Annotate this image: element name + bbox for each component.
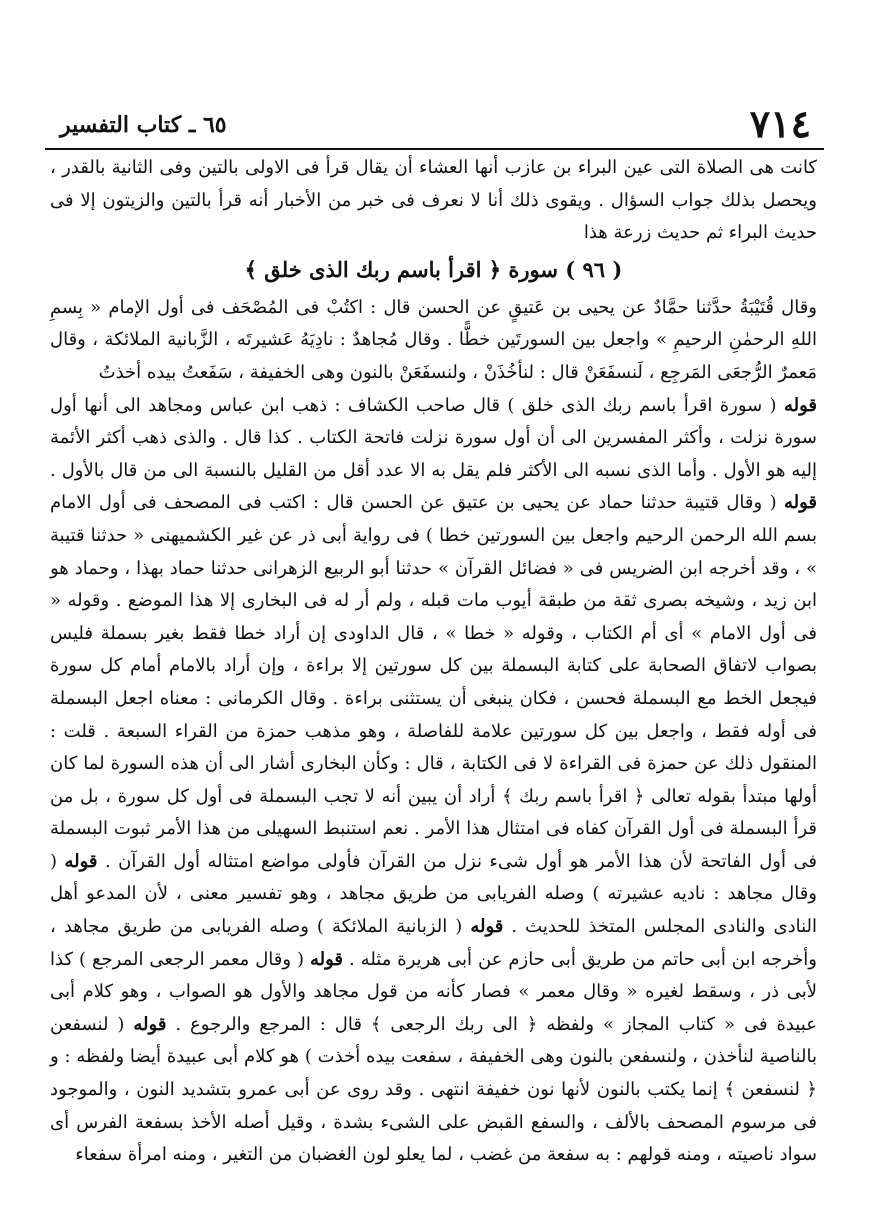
page-body (50, 152, 817, 1172)
commentary-text: ( الزبانية الملائكة ) وصله الفريابى من طريق مجاهد ، وأخرجه ابن أبى حاتم من طريق أبى حازم عن أبى هريرة مثله . (50, 916, 817, 970)
running-title: ٦٥ ـ كتاب التفسير (60, 112, 227, 138)
commentary-keyword: قوله (133, 1013, 167, 1035)
header-rule (45, 148, 824, 150)
commentary-text: ( وقال مجاهد : ناديه عشيرته ) وصله الفريابى من طريق مجاهد ، وهو تفسير معنى ، لأن المدعو أهل النادى والنادى المجلس المتخذ للحديث . (50, 850, 817, 938)
matn-paragraph: وقال قُتَيْبَةُ حدَّثنا حمَّادٌ عن يحيى بن عَتيقٍ عن الحسن قال : اكتُبْ فى المُصْحَف فى أول الإمام « بِسمِ اللهِ الرحمٰنِ الرحيمِ » واجعل بين السورتَين خطًّا . وقال مُجاهدٌ : نادِيَهُ عَشيرتَه ، الزَّبانية الملائكة ، وقال مَعمرٌ الرُّجعَى المَرجِع ، لَنسفَعَنْ قال : لنأخُذَنْ ، ولنسفَعَنْ بالنون وهى الخفيفة ، سَفَعتُ بيده أخذتُ (50, 296, 817, 383)
intro-paragraph: كانت هى الصلاة التى عين البراء بن عازب أنها العشاء أن يقال قرأ فى الاولى بالتين وفى الثانية بالقدر ، ويحصل بذلك جواب السؤال . ويقوى ذلك أنا لا نعرف فى خبر من الأخبار أنه قرأ بالتين والزيتون إلا فى حديث البراء ثم حديث زرعة هذا (50, 157, 817, 244)
sharh-paragraph (50, 390, 817, 1172)
commentary-keyword: قوله (310, 948, 344, 970)
commentary-text: ( لنسفعن بالناصية لنأخذن ، ولنسفعن بالنون وهى الخفيفة ، سفعت بيده أخذت ) هو كلام أبى عبيدة أيضا ولفظه : و ﴿ لنسفعن ﴾ إنما يكتب بالنون لأنها نون خفيفة انتهى . وقد روى عن أبى عمرو بتشديد النون ، والموجود فى مرسوم المصحف بالألف ، والسفع القبض على الشىء بشدة ، وقيل أصله الأخذ بسفعة الفرس أى سواد ناصيته ، ومنه قولهم : به سفعة من غضب ، لما يعلو لون الغضبان من التغير ، ومنه امرأة سفعاء (50, 1013, 817, 1166)
commentary-text: ( وقال معمر الرجعى المرجع ) كذا لأبى ذر ، وسقط لغيره « وقال معمر » فصار كأنه من قول مجاهد والأول هو الصواب ، وهو كلام أبى عبيدة فى « كتاب المجاز » ولفظه ﴿ الى ربك الرجعى ﴾ قال : المرجع والرجوع . (50, 948, 817, 1035)
commentary-text: ( وقال قتيبة حدثنا حماد عن يحيى بن عتيق عن الحسن قال : اكتب فى المصحف فى أول الامام بسم الله الرحمن الرحيم واجعل بين السورتين خطا ) فى رواية أبى ذر عن غير الكشميهنى « حدثنا قتيبة » ، وقد أخرجه ابن الضريس فى « فضائل القرآن » حدثنا أبو الربيع الزهرانى حدثنا حماد بهذا ، وحماد هو ابن زيد ، وشيخه بصرى ثقة من طبقة أيوب مات قبله ، ولم أر له فى البخارى إلا هذا الموضع . وقوله « فى أول الامام » أى أم الكتاب ، وقوله « خطا » ، قال الداودى إن أراد خطا فقط بغير بسملة فليس بصواب لاتفاق الصحابة على كتابة البسملة بين كل سورتين إلا براءة ، وإن أراد بالامام أمام كل سورة فيجعل الخط مع البسملة فحسن ، فكان ينبغى أن يستثنى براءة . وقال الكرمانى : معناه اجعل البسملة فى أوله فقط ، واجعل بين كل سورتين علامة للفاصلة ، وهو مذهب حمزة من القراء السبعة . قلت : المنقول ذلك عن حمزة فى القراءة لا فى الكتابة ، قال : وكأن البخارى أشار الى أن هذه السورة لما كان أولها مبتدأ بقوله تعالى ﴿ اقرأ باسم ربك ﴾ أراد أن يبين أنه لا تجب البسملة فى أول كل سورة ، بل من قرأ البسملة فى أول القرآن كفاه فى امتثال هذا الأمر . نعم استنبط السهيلى من هذا الأمر ثبوت البسملة فى أول الفاتحة لأن هذا الأمر هو أول شىء نزل من القرآن فأولى مواضع امتثاله أول القرآن . (50, 492, 818, 872)
commentary-text: ( سورة اقرأ باسم ربك الذى خلق ) قال صاحب الكشاف : ذهب ابن عباس ومجاهد الى أنها أول سورة نزلت ، وأكثر المفسرين الى أن أول سورة نزلت فاتحة الكتاب . كذا قال . والذى ذهب أكثر الأئمة إليه هو الأول . وأما الذى نسبه الى الأكثر فلم يقل به الا عدد أقل من القليل بالنسبة الى من قال بالأول . (50, 394, 817, 481)
commentary-keyword: قوله (470, 916, 504, 938)
page-number: ٧١٤ (749, 101, 811, 146)
page-header (60, 100, 811, 150)
commentary-keyword: قوله (64, 850, 98, 872)
commentary-keyword: قوله (783, 492, 817, 514)
surah-heading: ( ٩٦ ) سورة ﴿ اقرأ باسم ربك الذى خلق ﴾ (244, 256, 623, 282)
commentary-keyword: قوله (783, 394, 817, 416)
